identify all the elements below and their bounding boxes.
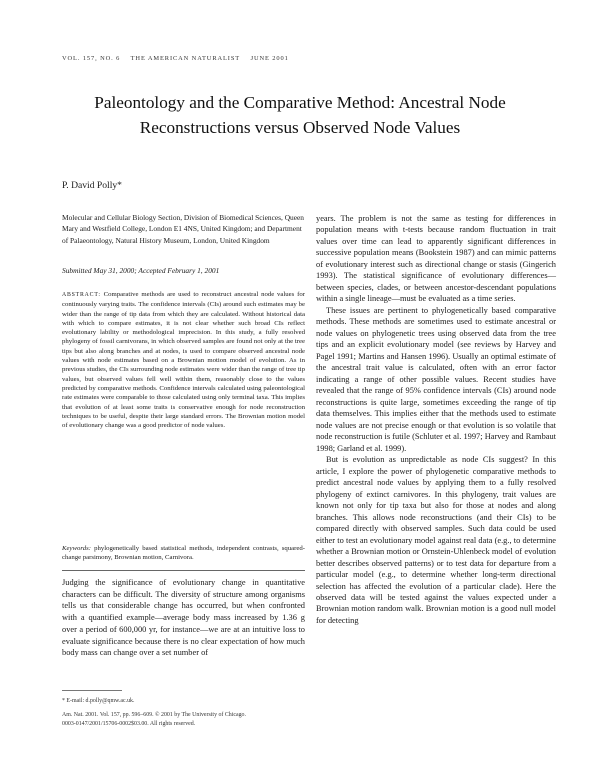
issue-date: JUNE 2001 bbox=[250, 55, 289, 62]
intro-paragraph: Judging the significance of evolutionary change in quantitative characters can be difficult. The diversity of structure among organisms tells us that considerable change has occurred, but when confronted with a quantified example—average body mass increased by 1.36 g over a period of 600,000 yr, for instance—we are at an intuitive loss to evaluate significance because there is no clear expectation of how much body mass can change over a set number of bbox=[62, 578, 305, 658]
volume-info: VOL. 157, NO. 6 bbox=[62, 55, 121, 62]
title-line-1: Paleontology and the Comparative Method: Ancestral Node bbox=[94, 93, 506, 112]
keywords-text: phylogenetically based statistical methods, independent contrasts, squared-change parsimony, Brownian motion, Carnivora. bbox=[62, 545, 306, 562]
running-head bbox=[62, 55, 297, 62]
abstract-divider bbox=[62, 570, 305, 571]
submission-dates: Submitted May 31, 2000; Accepted February 1, 2001 bbox=[62, 266, 220, 275]
author-email: * E-mail: d.polly@qmw.ac.uk. bbox=[62, 698, 135, 704]
footnote bbox=[62, 697, 307, 734]
body-paragraph-1: years. The problem is not the same as testing for differences in population means with t-tests because random fluctuation in trait values over time can lead to apparently significant differences in successive population means (Bookstein 1987) and can mimic patterns of evolutionary interest such as directional change or stasis (Gingerich 1993). The statistical significance of evolutionary differences—between species, clades, or between ancestor-descendant populations within a single lineage—must be evaluated as a time series. bbox=[316, 214, 556, 304]
abstract-label: ABSTRACT: bbox=[62, 292, 101, 298]
citation-line-2: 0003-0147/2001/15706-0002$03.00. All rights reserved. bbox=[62, 720, 196, 727]
citation bbox=[62, 711, 307, 728]
article-title bbox=[40, 90, 560, 140]
right-column bbox=[316, 213, 556, 626]
title-line-2: Reconstructions versus Observed Node Values bbox=[139, 118, 461, 137]
citation-line-1: Am. Nat. 2001. Vol. 157, pp. 596–609. © 2001 by The University of Chicago. bbox=[62, 712, 246, 719]
abstract bbox=[62, 290, 305, 430]
keywords-label: Keywords: bbox=[62, 545, 91, 552]
abstract-text: Comparative methods are used to reconstruct ancestral node values for continuously varying traits. The confidence intervals (CIs) around such estimates may be wider than the range of tip data from which they are calculated. Without historical data with which to compare estimates, it is not clear whether such broad CIs reflect evolutionary lability or methodological imprecision. In this study, a fully resolved phylogeny of fossil carnivorans, in which observed samples are found not only at the tree tips but also along branches and at nodes, is used to compare observed ancestral node values with node estimates based on a Brownian motion model of evolution. As in previous studies, the CIs surrounding node estimates were wider than the range of tree tip values, but observed values fell well within them, reasonably close to the values predicted by comparative methods. Confidence intervals calculated using paleontological rate estimates were comparable to those calculated using only terminal taxa. This implies that evolution of at least some traits is conservative enough for node reconstruction techniques to be useful, despite their large standard errors. The Brownian motion model of evolutionary change was a good predictor of node values. bbox=[62, 291, 306, 430]
author-name: P. David Polly* bbox=[62, 180, 122, 191]
body-paragraph-3: But is evolution as unpredictable as node CIs suggest? In this article, I explore the power of phylogenetic comparative methods to predict ancestral node values by applying them to a fully resolved phylogeny of extinct carnivores. In this phylogeny, trait values are known not only for tip taxa but also for those at nodes and along branches. This allows node reconstructions (and their CIs) to be compared directly with observed samples. Such data could be used either to test an evolutionary model against real data (e.g., to determine whether a Brownian motion or Ornstein-Uhlenbeck model of evolution better describes observed patterns) or to test data for departure from a particular model (e.g., to determine whether long-term directional selection has affected the evolution of a particular clade). Here the observed data will be tested against the values expected under a Brownian motion random walk. Brownian motion is a good null model for detecting bbox=[316, 455, 556, 625]
body-paragraph-2: These issues are pertinent to phylogenetically based comparative methods. These methods are sometimes used to estimate ancestral or node values on phylogenetic trees using observed data from the tree tips and an explicit evolutionary model (see reviews by Harvey and Pagel 1991; Martins and Hansen 1996). Usually an optimal estimate of the ancestral trait value is calculated, often with an error factor indicating a range of other possible values. Recent studies have revealed that the range of 95% confidence intervals (CIs) around node reconstructions is quite large, sometimes exceeding the range of tip data themselves. This implies either that the methods used to estimate node values are not precise enough or that evolution is so volatile that node reconstruction is futile (Schluter et al. 1997; Harvey and Rambaut 1998; Garland et al. 1999). bbox=[316, 305, 556, 453]
keywords bbox=[62, 544, 305, 563]
journal-name: THE AMERICAN NATURALIST bbox=[130, 55, 241, 62]
footnote-divider bbox=[62, 690, 122, 691]
author-affiliation: Molecular and Cellular Biology Section, Division of Biomedical Sciences, Queen Mary and Westfield College, London E1 4NS, United Kingdom; and Department of Palaeontology, Natural History Museum, London, United Kingdom bbox=[62, 213, 304, 245]
